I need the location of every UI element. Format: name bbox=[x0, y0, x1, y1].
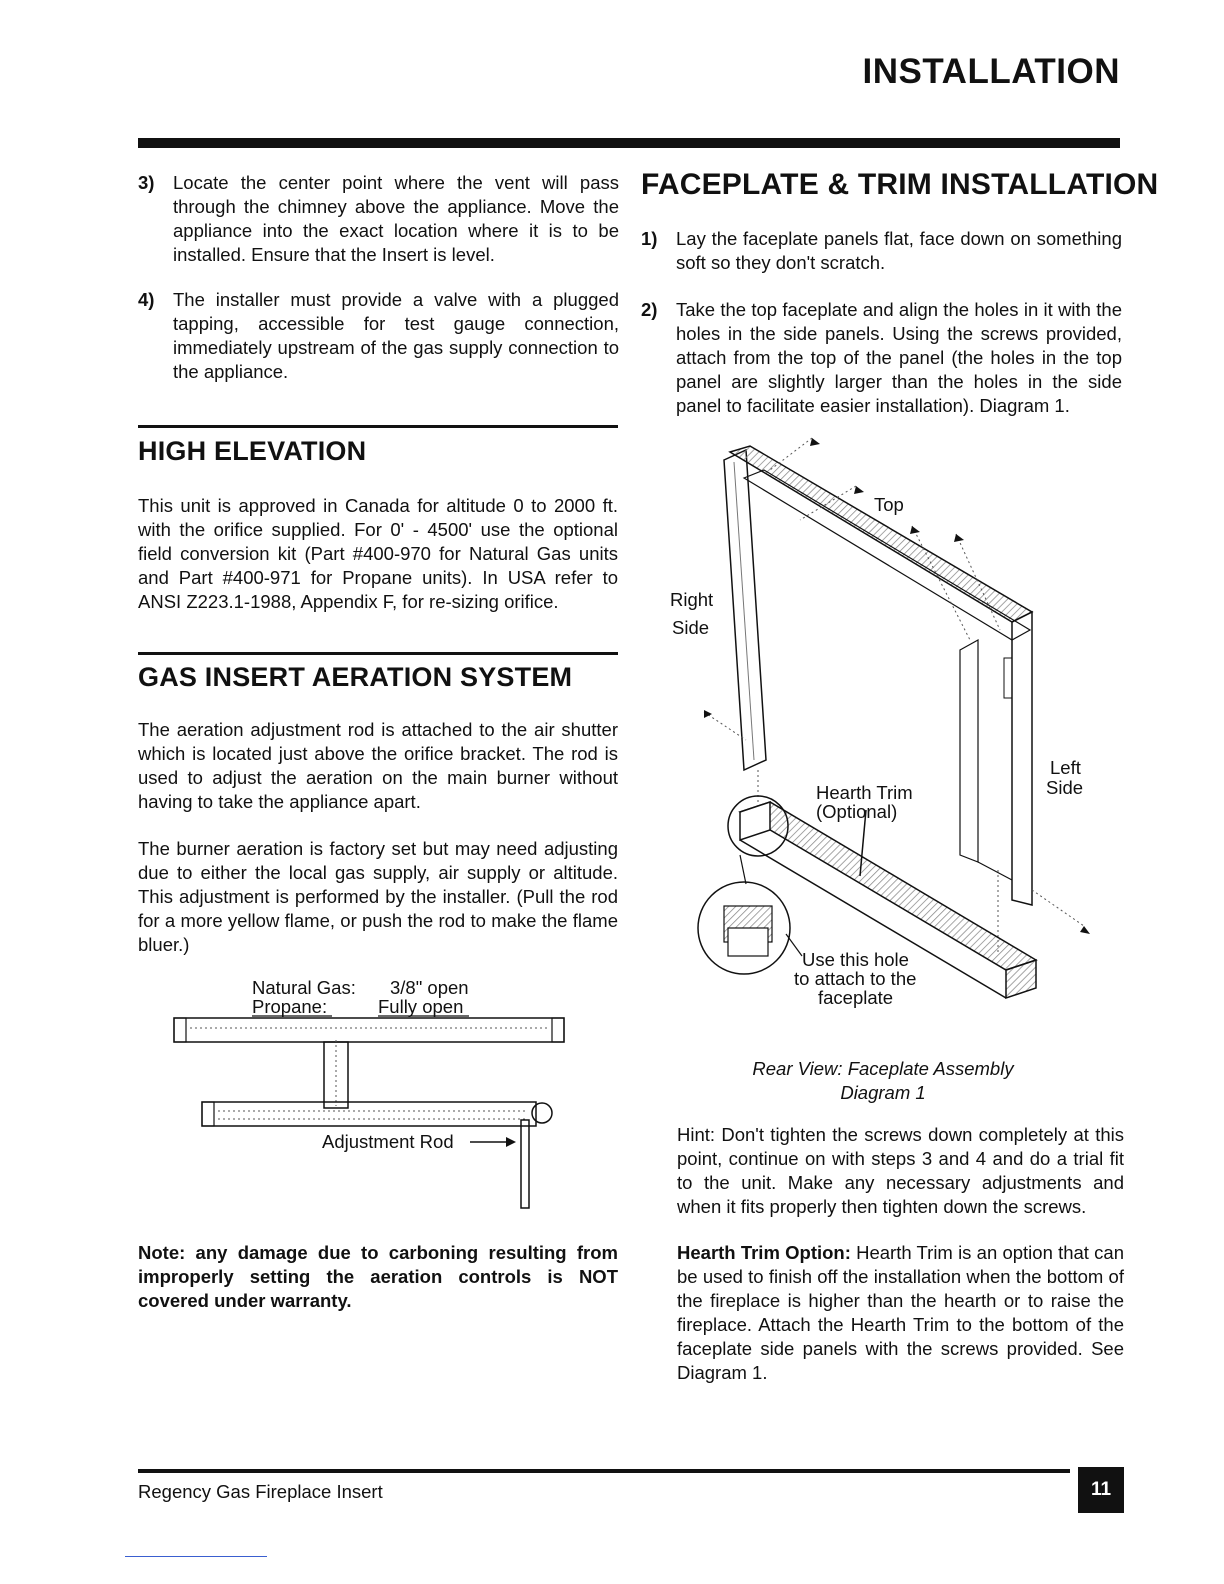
faceplate-step-1 bbox=[641, 227, 1122, 277]
footer-rule bbox=[138, 1469, 1070, 1473]
step-text: Take the top faceplate and align the holes in it with the holes in the side panels. Using the screws provided, attach from the top of the panel (the holes in the top panel are slightly larger than the holes in the side panel to facilitate easier installation). Diagram 1. bbox=[676, 299, 1122, 416]
top-panel bbox=[730, 446, 1032, 622]
aeration-para-1: The aeration adjustment rod is attached to the air shutter which is located just above the orifice bracket. The rod is used to adjust the aeration on the main burner without having to take the appliance apart. bbox=[138, 719, 618, 812]
burner-diagram bbox=[160, 970, 630, 1220]
adjustment-rod bbox=[521, 1120, 529, 1208]
page-title: INSTALLATION bbox=[862, 52, 1120, 91]
step-text: Lay the faceplate panels flat, face down on something soft so they don't scratch. bbox=[676, 228, 1122, 273]
bottom-burner-tube bbox=[202, 1102, 536, 1126]
air-shutter bbox=[532, 1103, 552, 1123]
hearth-option-label: Hearth Trim Option: bbox=[677, 1242, 851, 1263]
hearth-trim-label-1: Hearth Trim bbox=[816, 782, 913, 803]
tube-end-cap bbox=[174, 1018, 186, 1042]
warranty-note: Note: any damage due to carboning resulting from improperly setting the aeration controls is NOT covered under warranty. bbox=[138, 1242, 618, 1311]
screw-icon bbox=[810, 438, 820, 446]
hearth-trim-label-2: (Optional) bbox=[816, 801, 898, 822]
right-side-panel bbox=[724, 450, 766, 770]
propane-value: Fully open bbox=[378, 996, 464, 1017]
tube-end-cap bbox=[552, 1018, 564, 1042]
aeration-heading: GAS INSERT AERATION SYSTEM bbox=[138, 662, 573, 692]
screw-icon bbox=[954, 534, 964, 542]
tube-end-cap bbox=[202, 1102, 214, 1126]
step-number: 1) bbox=[641, 228, 658, 249]
screw-icon bbox=[1080, 926, 1090, 934]
adjustment-rod-label: Adjustment Rod bbox=[322, 1131, 454, 1152]
section-divider bbox=[138, 425, 618, 428]
hearth-option-text: Hearth Trim is an option that can be used to finish off the installation when the bottom of the fireplace is higher than the hearth or to raise the fireplace. Attach the Hearth Trim to the bottom of the faceplate side panels with the screws provided. See Diagram 1. bbox=[677, 1242, 1125, 1383]
step-4 bbox=[138, 288, 620, 384]
header-rule bbox=[138, 138, 1120, 148]
step-number: 2) bbox=[641, 299, 658, 320]
right-side-label-1: Right bbox=[670, 589, 714, 610]
natural-gas-value: 3/8" open bbox=[390, 977, 469, 998]
hearth-trim bbox=[740, 802, 1036, 970]
screw-icon bbox=[910, 526, 920, 534]
step-3 bbox=[138, 171, 620, 267]
top-burner-tube bbox=[174, 1018, 564, 1042]
panel-edge bbox=[978, 862, 1012, 880]
arrow-head bbox=[506, 1137, 516, 1147]
hole-label-2: to attach to the bbox=[794, 968, 917, 989]
natural-gas-label: Natural Gas: bbox=[252, 977, 356, 998]
detail-leader bbox=[740, 855, 746, 884]
page-number: 11 bbox=[1078, 1467, 1124, 1513]
left-side-panel bbox=[1012, 612, 1032, 905]
step-number: 4) bbox=[138, 289, 155, 310]
hearth-trim-end bbox=[740, 802, 770, 840]
right-side-label-2: Side bbox=[672, 617, 710, 638]
diagram-caption-1: Rear View: Faceplate Assembly bbox=[752, 1058, 1014, 1079]
faceplate-heading: FACEPLATE & TRIM INSTALLATION bbox=[641, 168, 1159, 201]
panel-edge bbox=[734, 462, 754, 760]
left-side-inner bbox=[960, 640, 978, 862]
faceplate-step-2 bbox=[641, 298, 1122, 418]
faceplate-diagram bbox=[660, 430, 1100, 1030]
high-elevation-heading: HIGH ELEVATION bbox=[138, 436, 367, 466]
left-side-label-2: Side bbox=[1046, 777, 1084, 798]
panel-slot bbox=[1004, 658, 1012, 698]
propane-label: Propane: bbox=[252, 996, 328, 1017]
detail-leader bbox=[786, 934, 802, 956]
screw-icon bbox=[854, 486, 864, 494]
hole-label-1: Use this hole bbox=[802, 949, 909, 970]
hearth-option-paragraph bbox=[677, 1241, 1124, 1385]
hint-paragraph: Hint: Don't tighten the screws down completely at this point, continue on with steps 3 and 4 and do a trial fit to the unit. Make any necessary adjustments and when it fits properly then tighten down the screws. bbox=[677, 1124, 1124, 1217]
screw-icon bbox=[704, 710, 712, 718]
detail-trim-face bbox=[728, 928, 768, 956]
footer-text: Regency Gas Fireplace Insert bbox=[138, 1481, 383, 1502]
aeration-para-2: The burner aeration is factory set but may need adjusting due to either the local gas supply, air supply or altitude. This adjustment is performed by the installer. (Pull the rod for a more yellow flame, or push the rod to make the flame bluer.) bbox=[138, 838, 618, 955]
step-number: 3) bbox=[138, 172, 155, 193]
left-side-label-1: Left bbox=[1050, 757, 1081, 778]
diagram-caption-2: Diagram 1 bbox=[840, 1082, 926, 1103]
top-label: Top bbox=[874, 494, 904, 515]
section-divider bbox=[138, 652, 618, 655]
bottom-underline bbox=[125, 1556, 267, 1557]
screw-path bbox=[704, 712, 746, 740]
high-elevation-body: This unit is approved in Canada for altitude 0 to 2000 ft. with the orifice supplied. For 0' - 4500' use the optional field conversion kit (Part #400-970 for Natural Gas units and Part #400-971 for Propane units). In USA refer to ANSI Z223.1-1988, Appendix F, for re-sizing orifice. bbox=[138, 495, 618, 612]
step-text: The installer must provide a valve with a plugged tapping, accessible for test gauge connection, immediately upstream of the gas supply connection to the appliance. bbox=[173, 289, 619, 382]
screw-path bbox=[1032, 890, 1084, 926]
step-text: Locate the center point where the vent will pass through the chimney above the appliance. Move the appliance into the exact location where it is to be installed. Ensure that the Insert is level. bbox=[173, 172, 619, 265]
hole-label-3: faceplate bbox=[818, 987, 894, 1008]
